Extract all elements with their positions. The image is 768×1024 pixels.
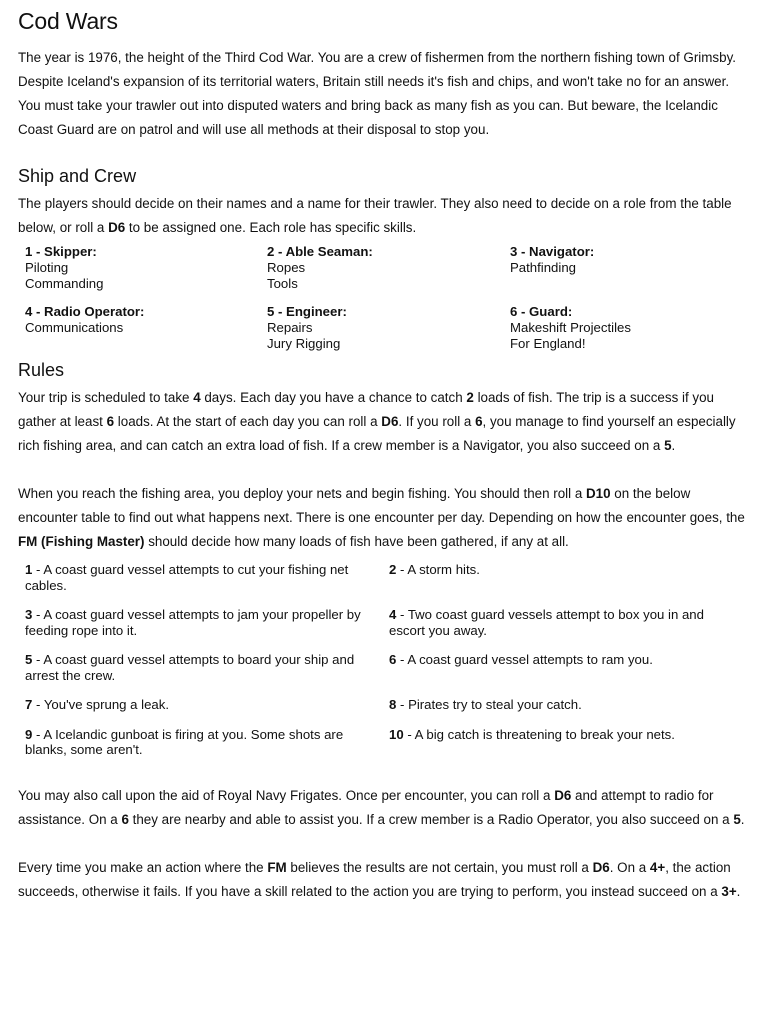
- text-run: You may also call upon the aid of Royal Navy Frigates. Once per encounter, you can roll a: [18, 787, 555, 803]
- encounter-cell: [389, 652, 749, 683]
- text-run: 4+: [649, 859, 666, 875]
- ship-text-b: to be assigned one. Each role has specific skills.: [125, 220, 417, 235]
- rules-paragraph-trip: [18, 386, 750, 458]
- encounter-number: 3: [25, 607, 33, 622]
- text-run: and attempt to radio for assistance. On a: [18, 787, 714, 827]
- text-run: . If you roll a: [398, 414, 476, 429]
- encounter-text: - A big catch is threatening to break your nets.: [403, 726, 675, 742]
- text-run: 4: [193, 390, 201, 405]
- text-run: D6: [554, 787, 572, 803]
- roles-table: [25, 244, 750, 364]
- encounter-number: 7: [25, 697, 33, 712]
- encounter-number: 4: [389, 607, 397, 622]
- text-run: days. Each day you have a chance to catch: [200, 390, 467, 405]
- role-cell: [510, 304, 750, 352]
- role-skill: Communications: [25, 320, 124, 335]
- role-skill: Piloting: [25, 260, 69, 275]
- encounter-text: - A Icelandic gunboat is firing at you. Some shots are blanks, some aren't.: [25, 726, 344, 757]
- text-run: 6: [121, 811, 129, 827]
- spacer: [18, 772, 750, 784]
- encounter-cell: [389, 727, 749, 758]
- role-skill: For England!: [510, 336, 586, 351]
- text-run: 2: [466, 390, 474, 405]
- role-skill: Pathfinding: [510, 260, 576, 275]
- role-cell: [25, 304, 267, 352]
- encounter-text: - A coast guard vessel attempts to jam your propeller by feeding rope into it.: [25, 607, 361, 638]
- intro-paragraph: The year is 1976, the height of the Third Cod War. You are a crew of fishermen from the northern fishing town of Grimsby. Despite Iceland's expansion of its territorial waters, Britain still needs it's fish and chips, and won't take no for an answer. You must take your trawler out into disputed waters and bring back as many fish as you can. But beware, the Icelandic Coast Guard are on patrol and will use all methods at their disposal to stop you.: [18, 50, 736, 137]
- text-run: D6: [381, 414, 399, 429]
- ship-text-a: The players should decide on their names and a name for their trawler. They also need to decide on a role from the table below, or roll a: [18, 196, 732, 235]
- encounter-text: - Two coast guard vessels attempt to box you in and escort you away.: [389, 607, 704, 638]
- text-run: D10: [586, 486, 611, 501]
- ship-paragraph: [18, 192, 750, 240]
- text-run: 5: [733, 811, 741, 827]
- role-cell: [25, 244, 267, 292]
- role-skill: Commanding: [25, 276, 104, 291]
- text-run: FM (Fishing Master): [18, 534, 145, 549]
- text-run: .: [736, 883, 741, 899]
- encounter-number: 5: [25, 652, 33, 667]
- encounter-cell: [389, 697, 749, 713]
- encounter-cell: [25, 562, 389, 593]
- rules-paragraph-frigates: [18, 784, 750, 832]
- text-run: 5: [664, 438, 672, 453]
- text-run: , the action succeeds, otherwise it fails. If you have a skill related to the action you are trying to perform, you instead succeed on a: [18, 859, 731, 899]
- text-run: 6: [475, 414, 483, 429]
- encounter-number: 1: [25, 562, 33, 577]
- role-skill: Repairs: [267, 320, 313, 335]
- encounter-number: 10: [389, 726, 404, 742]
- role-title: 6 - Guard:: [510, 304, 573, 319]
- text-run: loads. At the start of each day you can roll a: [114, 414, 382, 429]
- text-run: 6: [106, 414, 115, 429]
- encounter-number: 6: [389, 652, 397, 667]
- encounter-cell: [389, 607, 749, 638]
- rules-heading: Rules: [18, 360, 65, 380]
- role-title: 2 - Able Seaman:: [267, 244, 373, 259]
- encounter-cell: [25, 727, 389, 758]
- text-run: Every time you make an action where the: [18, 859, 268, 875]
- role-skill: Jury Rigging: [267, 336, 341, 351]
- encounter-cell: [389, 562, 749, 593]
- ship-heading: Ship and Crew: [18, 166, 137, 186]
- text-run: should decide how many loads of fish have been gathered, if any at all.: [144, 534, 569, 549]
- encounter-number: 9: [25, 726, 33, 742]
- encounter-text: - A coast guard vessel attempts to ram you.: [396, 652, 653, 667]
- role-title: 1 - Skipper:: [25, 244, 97, 259]
- role-skill: Makeshift Projectiles: [510, 320, 631, 335]
- role-skill: Ropes: [267, 260, 306, 275]
- encounter-cell: [25, 697, 389, 713]
- text-run: When you reach the fishing area, you deploy your nets and begin fishing. You should then roll a: [18, 486, 586, 501]
- text-run: 3+: [721, 883, 737, 899]
- text-run: they are nearby and able to assist you. If a crew member is a Radio Operator, you also succeed on a: [128, 811, 734, 827]
- ship-die: D6: [108, 220, 126, 235]
- text-run: .: [671, 438, 676, 453]
- role-title: 4 - Radio Operator:: [25, 304, 145, 319]
- text-run: , you manage to find yourself an especially rich fishing area, and can catch an extra load of fish. If a crew member is a Navigator, you also succeed on a: [18, 414, 736, 453]
- encounter-text: - A coast guard vessel attempts to board your ship and arrest the crew.: [25, 652, 355, 683]
- encounter-text: - A coast guard vessel attempts to cut your fishing net cables.: [25, 562, 349, 593]
- role-title: 3 - Navigator:: [510, 244, 595, 259]
- rules-paragraph-actions: [18, 856, 750, 904]
- encounter-number: 2: [389, 562, 397, 577]
- text-run: .: [740, 811, 745, 827]
- role-cell: [510, 244, 750, 292]
- text-run: believes the results are not certain, you must roll a: [286, 859, 593, 875]
- role-cell: [267, 304, 510, 352]
- text-run: on the below encounter table to find out what happens next. There is one encounter per day. Depending on how the encounter goes, the: [18, 486, 745, 525]
- spacer: [18, 832, 750, 856]
- role-title: 5 - Engineer:: [267, 304, 347, 319]
- page-title: Cod Wars: [18, 8, 118, 34]
- text-run: Your trip is scheduled to take: [18, 390, 194, 405]
- spacer: [18, 458, 750, 482]
- encounter-number: 8: [389, 697, 397, 712]
- text-run: FM: [267, 859, 287, 875]
- role-skill: Tools: [267, 276, 298, 291]
- encounter-table: [25, 562, 750, 772]
- encounter-text: - You've sprung a leak.: [32, 697, 170, 712]
- encounter-text: - Pirates try to steal your catch.: [396, 697, 582, 712]
- encounter-text: - A storm hits.: [396, 562, 480, 577]
- encounter-cell: [25, 652, 389, 683]
- text-run: D6: [592, 859, 610, 875]
- spacer: [18, 142, 750, 164]
- text-run: . On a: [609, 859, 650, 875]
- text-run: loads of fish. The trip is a success if you gather at least: [18, 390, 714, 429]
- encounter-cell: [25, 607, 389, 638]
- rules-paragraph-encounter: [18, 482, 750, 554]
- role-cell: [267, 244, 510, 292]
